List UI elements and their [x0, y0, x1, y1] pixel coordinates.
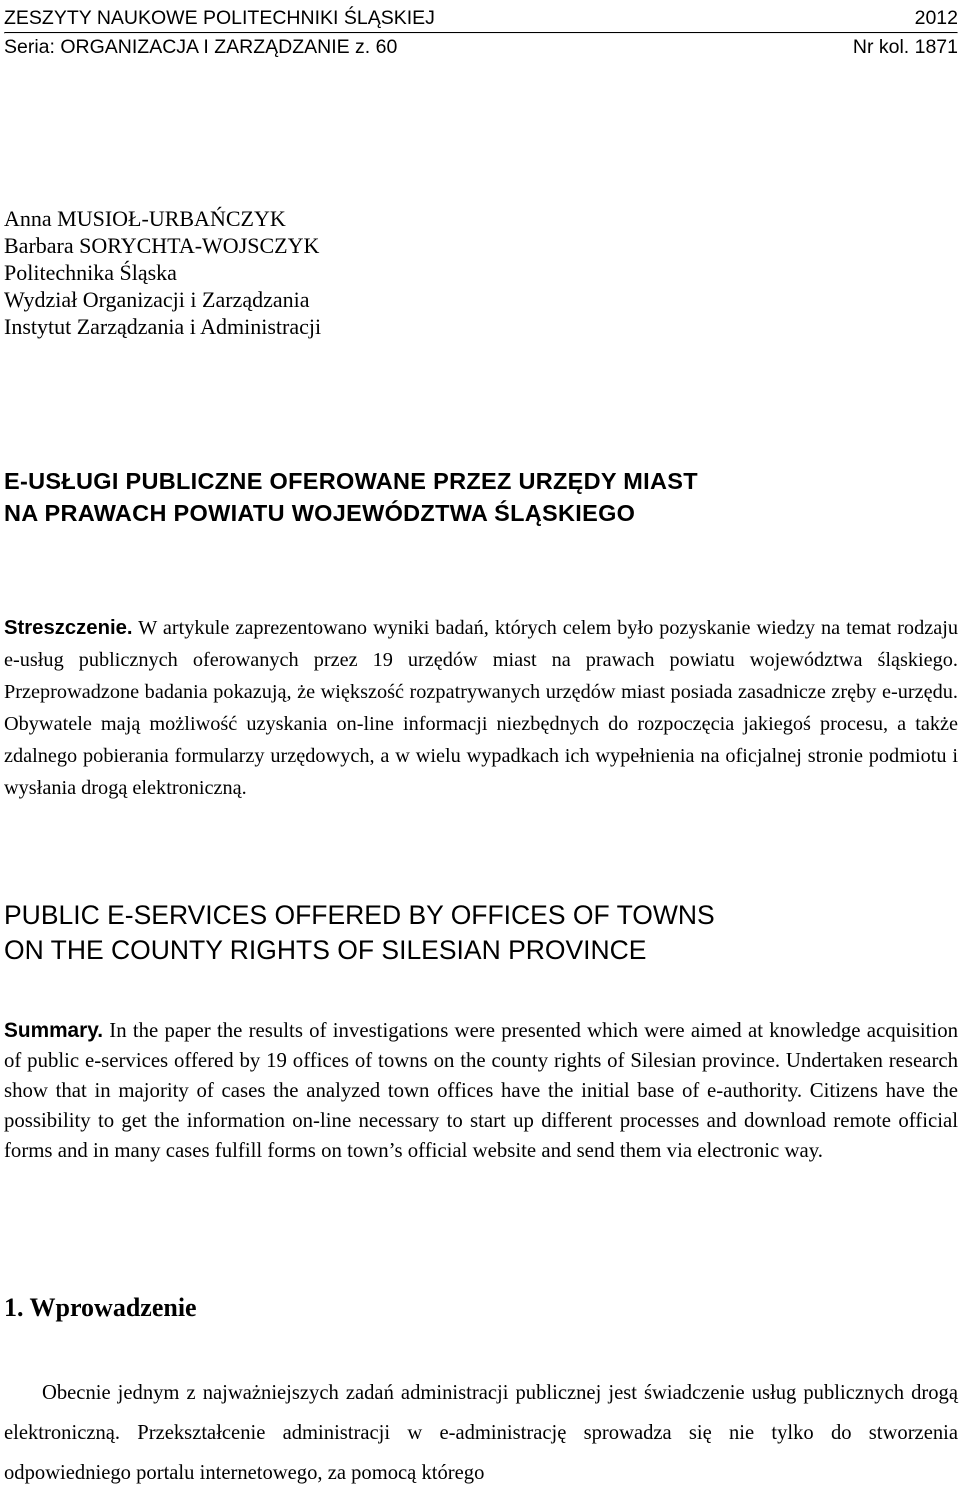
- section-heading: 1. Wprowadzenie: [4, 1293, 197, 1322]
- paper-page: [4, 0, 958, 1484]
- journal-series: Seria: ORGANIZACJA I ZARZĄDZANIE z. 60: [4, 36, 398, 58]
- title-line: PUBLIC E-SERVICES OFFERED BY OFFICES OF TOWNS: [4, 900, 715, 930]
- affiliation-faculty: Wydział Organizacji i Zarządzania: [4, 287, 310, 312]
- journal-name: ZESZYTY NAUKOWE POLITECHNIKI ŚLĄSKIEJ: [4, 7, 435, 29]
- summary-paragraph: [4, 1016, 958, 1166]
- header-row-series: [4, 34, 958, 61]
- author-name: Barbara SORYCHTA-WOJSCZYK: [4, 233, 320, 258]
- intro-paragraph: Obecnie jednym z najważniejszych zadań administracji publicznej jest świadczenie usług publicznych drogą elektroniczną. Przekształcenie administracji w e-administrację sprowadza się nie tylko do stworzenia odpowiedniego portalu internetowego, za pomocą którego: [4, 1382, 958, 1484]
- paper-title-polish: [4, 465, 958, 529]
- journal-issue: Nr kol. 1871: [852, 36, 958, 58]
- abstract-paragraph: [4, 612, 958, 804]
- journal-year: 2012: [914, 7, 958, 29]
- summary-text: In the paper the results of investigations were presented which were aimed at knowledge acquisition of public e-services offered by 19 offices of towns on the county rights of Silesian province. Undertaken research show that in majority of cases the analyzed town offices have the initial base of e-authority. Citizens have the possibility to get the information on-line necessary to start up different processes and download remote official forms and in many cases fulfill forms on town’s official website and send them via electronic way.: [4, 1019, 958, 1162]
- header-row-journal: [4, 0, 958, 32]
- title-line: E-USŁUGI PUBLICZNE OFEROWANE PRZEZ URZĘDY MIAST: [4, 468, 698, 494]
- journal-header: [4, 0, 958, 61]
- author-name: Anna MUSIOŁ-URBAŃCZYK: [4, 206, 286, 231]
- title-line: NA PRAWACH POWIATU WOJEWÓDZTWA ŚLĄSKIEGO: [4, 500, 636, 526]
- affiliation-university: Politechnika Śląska: [4, 260, 177, 285]
- paper-title-english: [4, 898, 958, 968]
- author-block: [4, 205, 321, 340]
- abstract-text: W artykule zaprezentowano wyniki badań, których celem było pozyskanie wiedzy na temat rodzaju e-usług publicznych oferowanych przez 19 urzędów miast na prawach powiatu województwa śląskiego. Przeprowadzone badania pokazują, że większość rozpatrywanych urzędów miast posiada zasadnicze zręby e-urzędu. Obywatele mają możliwość uzyskania on-line informacji niezbędnych do rozpoczęcia jakiegoś procesu, a także zdalnego pobierania formularzy urzędowych, a w wielu wypadkach ich wypełnienia na oficjalnej stronie podmiotu i wysłania drogą elektroniczną.: [4, 617, 958, 799]
- title-line: ON THE COUNTY RIGHTS OF SILESIAN PROVINCE: [4, 935, 647, 965]
- affiliation-institute: Instytut Zarządzania i Administracji: [4, 314, 322, 339]
- summary-label: Summary.: [4, 1019, 104, 1042]
- abstract-label: Streszczenie.: [4, 617, 133, 639]
